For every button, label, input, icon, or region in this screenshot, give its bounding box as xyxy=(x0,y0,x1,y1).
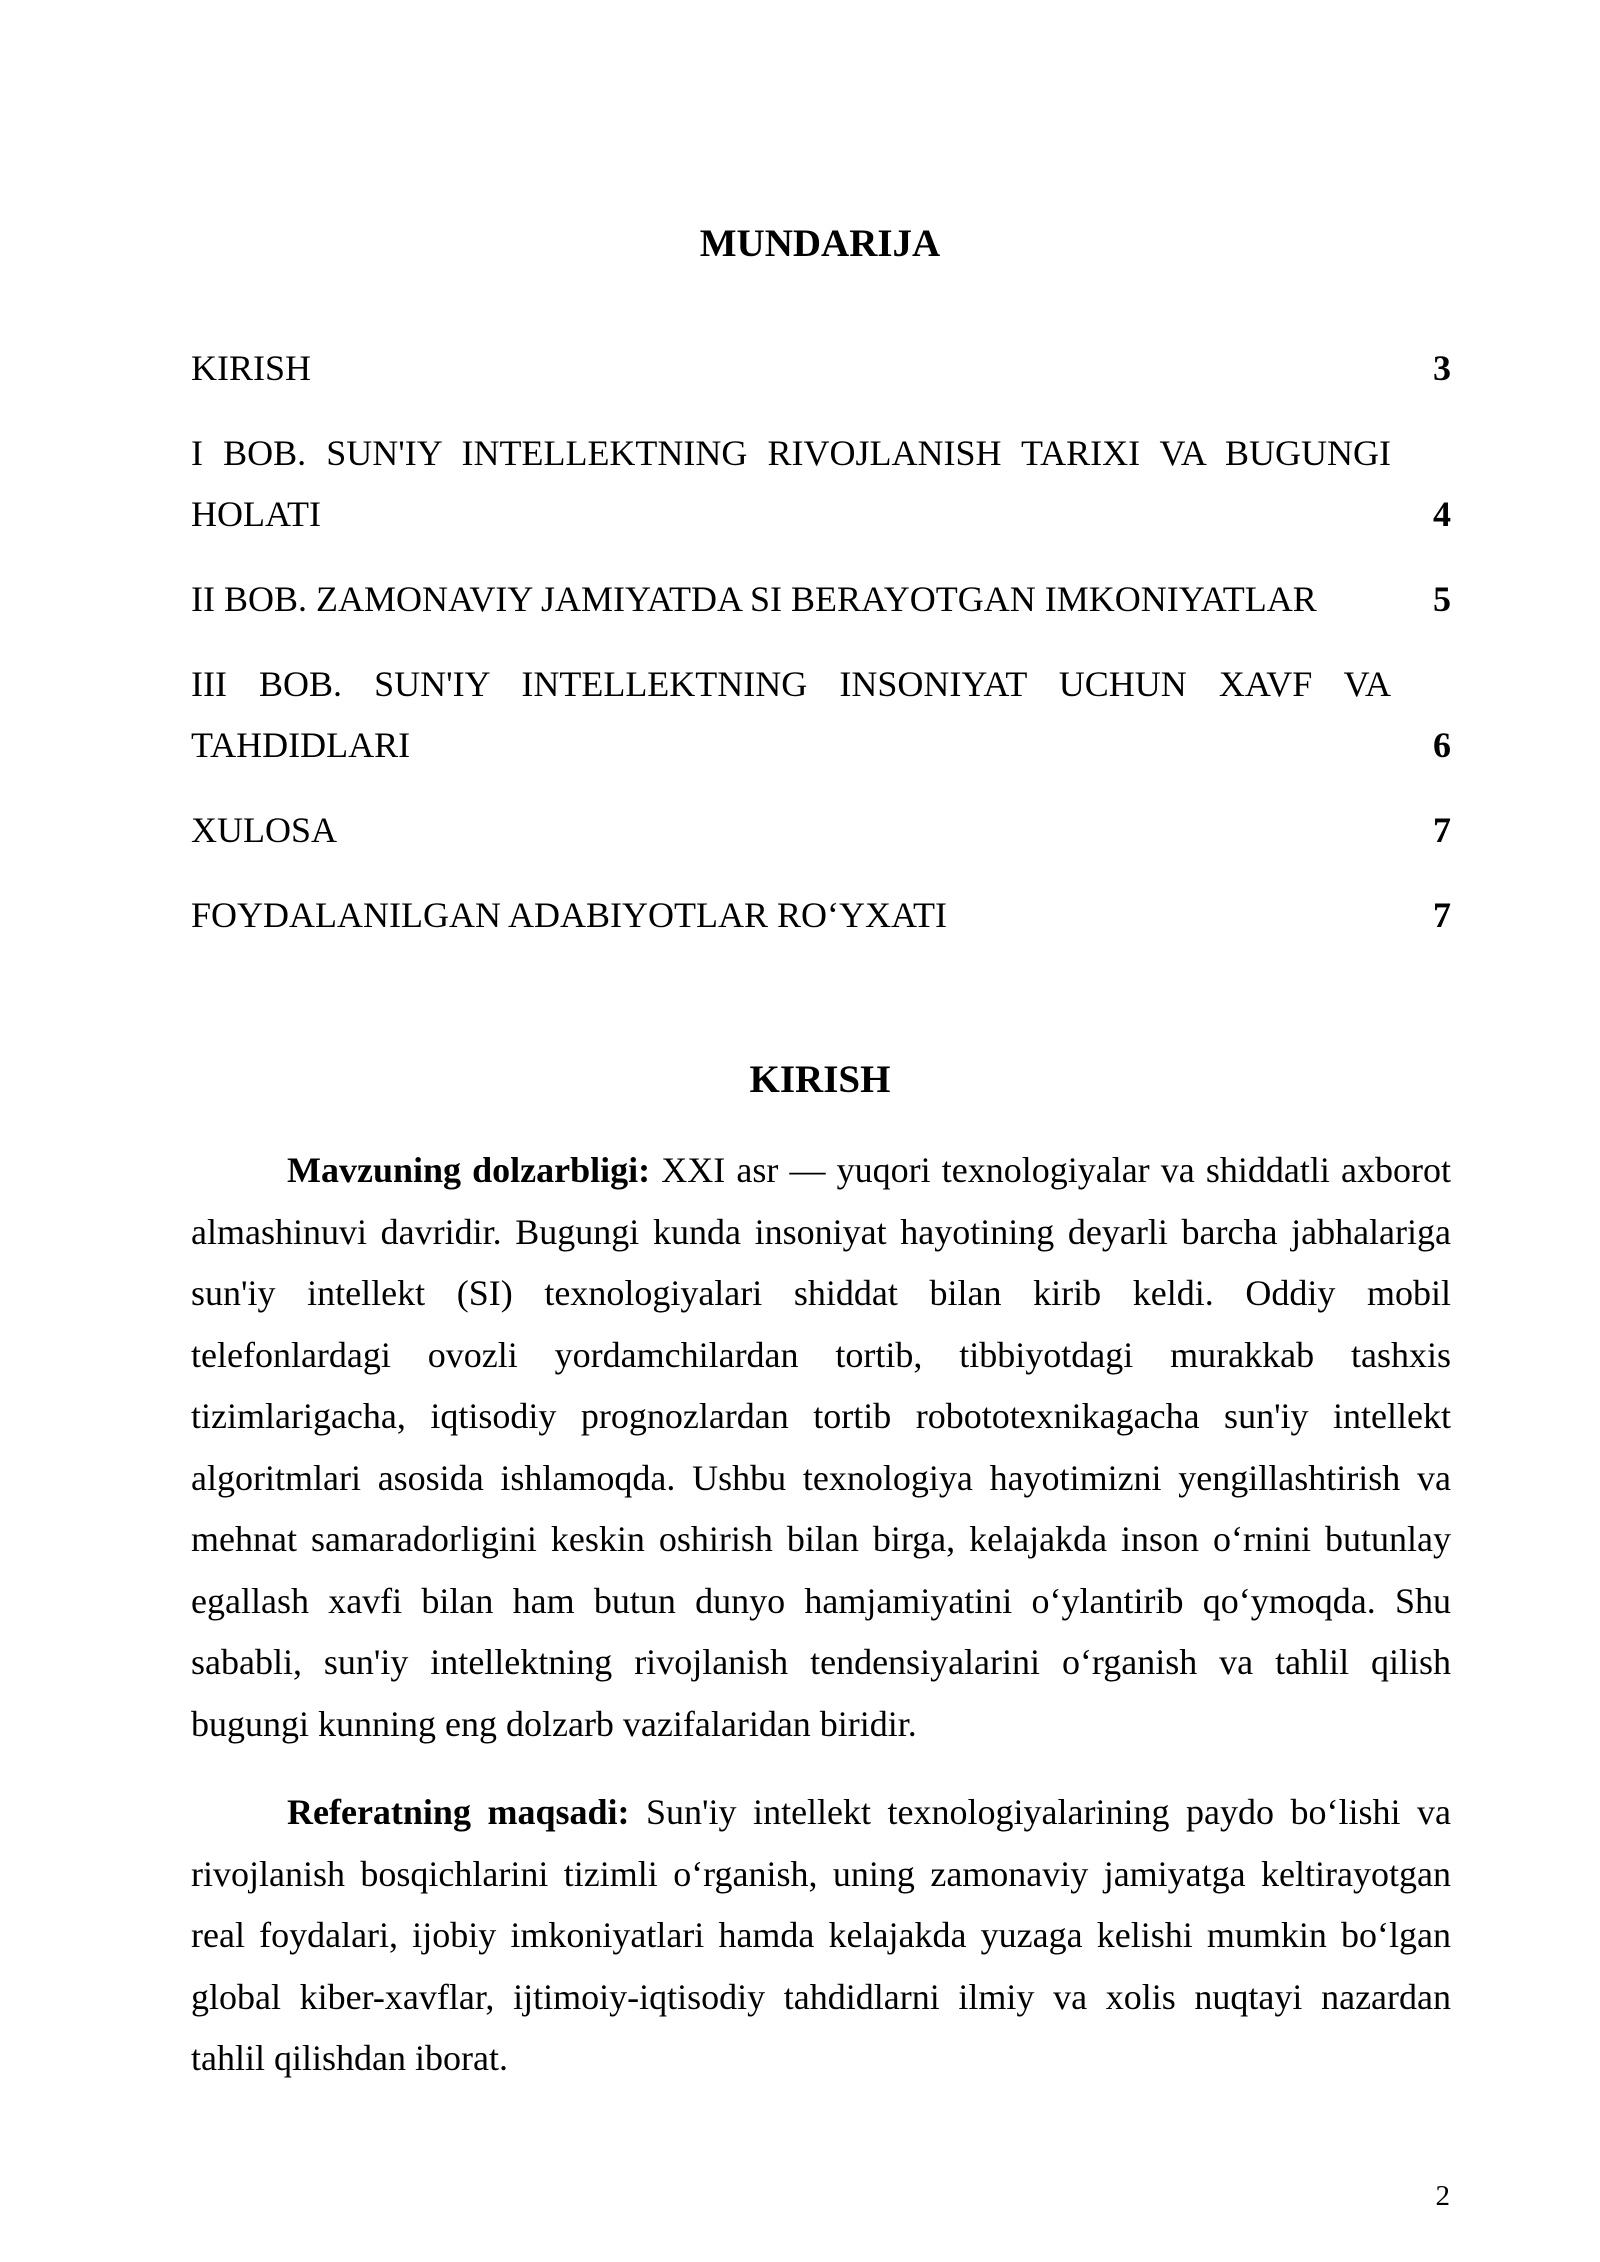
toc-entry-text: I BOB. SUN'IY INTELLEKTNING RIVOJLANISH TARIXI VA BUGUNGI HOLATI xyxy=(191,433,1391,534)
paragraph-lead: Mavzuning dolzarbligi: xyxy=(287,1150,651,1190)
paragraph-text: XXI asr — yuqori texnologiyalar va shiddatli axborot almashinuvi davridir. Bugungi kunda insoniyat hayotining deyarli barcha jabhalariga sun'iy intellekt (SI) texnologiyalari shiddat bilan kirib keldi. Oddiy mobil telefonlardagi ovozli yordamchilardan tortib, tibbiyotdagi murakkab tashxis tizimlarigacha, iqtisodiy prognozlardan tortib robototexnikagacha sun'iy intellekt algoritmlari asosida ishlamoqda. Ushbu texnologiya hayotimizni yengillashtirish va mehnat samaradorligini keskin oshirish bilan birga, kelajakda inson o‘rnini butunlay egallash xavfi bilan ham butun dunyo hamjamiyatini o‘ylantirib qo‘ymoqda. Shu sababli, sun'iy intellektning rivojlanish tendensiyalarini o‘rganish va tahlil qilish bugungi kunning eng dolzarb vazifalaridan biridir. xyxy=(191,1150,1451,1744)
paragraph-lead: Referatning maqsadi: xyxy=(287,1792,630,1832)
paragraph-relevance xyxy=(191,1140,1451,1755)
toc-entry-page: 6 xyxy=(1433,725,1451,765)
paragraph-aim xyxy=(191,1782,1451,2090)
toc-entry-xulosa[interactable] xyxy=(191,800,1451,861)
toc-entry-chapter-1[interactable] xyxy=(191,423,1451,545)
toc-entry-page: 3 xyxy=(1433,348,1451,388)
toc-entry-references[interactable] xyxy=(191,885,1451,946)
paragraph-text: Sun'iy intellekt texnologiyalarining paydo bo‘lishi va rivojlanish bosqichlarini tizimli o‘rganish, uning zamonaviy jamiyatga keltirayotgan real foydalari, ijobiy imkoniyatlari hamda kelajakda yuzaga kelishi mumkin bo‘lgan global kiber-xavflar, ijtimoiy-iqtisodiy tahdidlarni ilmiy va xolis nuqtayi nazardan tahlil qilishdan iborat. xyxy=(191,1792,1451,2078)
section-title-kirish: KIRISH xyxy=(749,1058,891,1101)
toc-entry-page: 5 xyxy=(1433,579,1451,619)
toc-entry-chapter-2[interactable] xyxy=(191,569,1451,630)
toc-entry-text: II BOB. ZAMONAVIY JAMIYATDA SI BERAYOTGAN IMKONIYATLAR xyxy=(191,579,1317,619)
toc-title: MUNDARIJA xyxy=(699,222,941,265)
table-of-contents xyxy=(191,338,1451,970)
toc-entry-page: 7 xyxy=(1433,810,1451,850)
toc-entry-text: KIRISH xyxy=(191,348,312,388)
page-number: 2 xyxy=(1435,2180,1450,2212)
toc-entry-text: FOYDALANILGAN ADABIYOTLAR RO‘YXATI xyxy=(191,895,947,935)
toc-entry-text: III BOB. SUN'IY INTELLEKTNING INSONIYAT UCHUN XAVF VA TAHDIDLARI xyxy=(191,664,1391,765)
toc-entry-text: XULOSA xyxy=(191,810,338,850)
toc-entry-page: 7 xyxy=(1433,895,1451,935)
toc-entry-chapter-3[interactable] xyxy=(191,654,1451,776)
toc-entry-page: 4 xyxy=(1433,494,1451,534)
toc-entry-kirish[interactable] xyxy=(191,338,1451,399)
